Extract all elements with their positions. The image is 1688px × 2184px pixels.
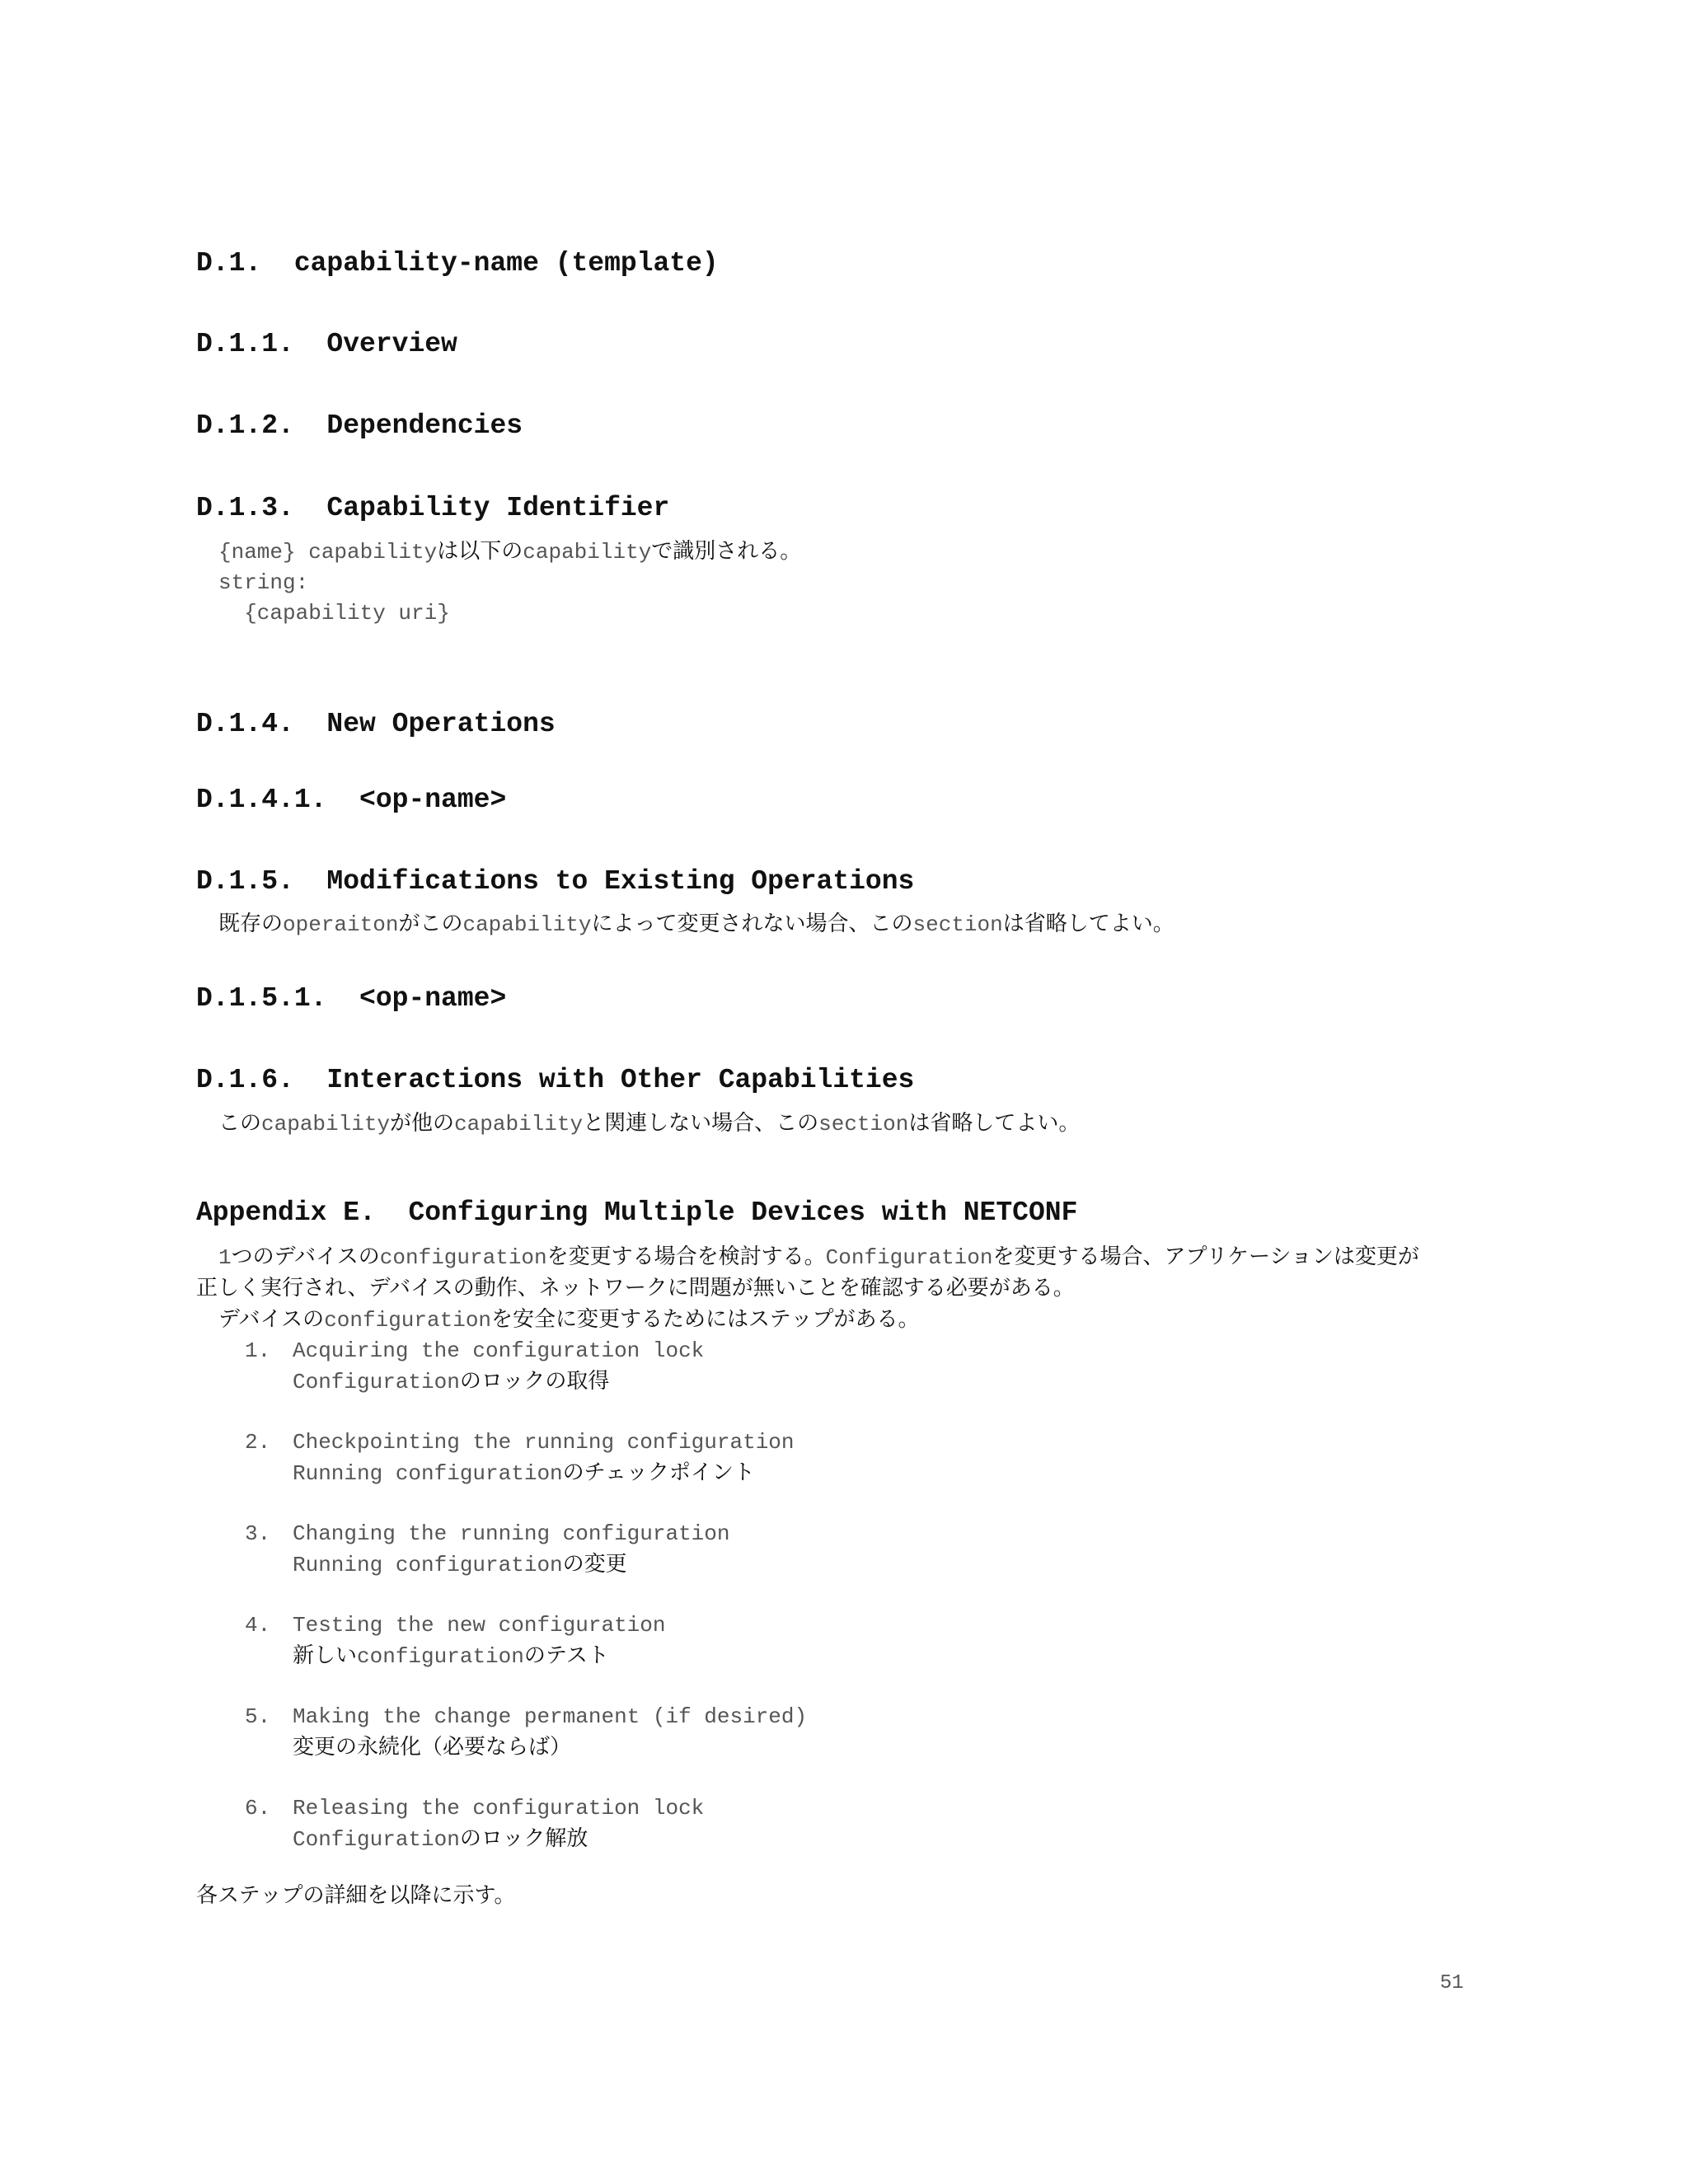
document-page: D.1. capability-name (template) D.1.1. Overview D.1.2. Dependencies D.1.3. Capability Identifier {name} capabilityは以下のcapabilityで識別される。 string: {capability uri} D.1.4. New Operations D.1.4.1. <op-name> D.1.5. Modifications to Existing Operations 既存のoperaitonがこのcapabilityによって変更されない場合、このsectionは省略してよい。 D.1.5.1. <op-name> D.1.6. Interactions with Other Capabilities このcapabilityが他のcapabilityと関連しない場合、このsectionは省略してよい。 Appendix E. Configuring Multiple Devices with NETCONF 1つのデバイスのconfigurationを変更する場合を検討する。Configurationを変更する場合、アプリケーションは変更が 正しく実行され、デバイスの動作、ネットワークに問題が無いことを確認する必要がある。 デバイスのconfigurationを安全に変更するためにはステップがある。 1. Acquiring the configuration lock Configurationのロックの取得 2. Checkpointing the running configuration Running configurationのチェックポイント 3. Changing the running configuration Running configurationの変更 4. Testing the new configuration 新しいconfigurationのテスト 5. Making the change permanent (if desired) 変更の永続化（必要ならば） 6. Releasing the configuration lock Configurationのロック解放 各ステップの詳細を以降に示す。 51: [0, 0, 1688, 2184]
heading-d1-4-1: D.1.4.1. <op-name>: [196, 785, 507, 815]
heading-d1-3: D.1.3. Capability Identifier: [196, 493, 670, 523]
heading-d1-5: D.1.5. Modifications to Existing Operations: [196, 866, 915, 897]
heading-d1-4: D.1.4. New Operations: [196, 709, 556, 739]
appendix-e-para1-line2: 正しく実行され、デバイスの動作、ネットワークに問題が無いことを確認する必要がある。: [196, 1276, 1075, 1301]
d1-3-line1: {name} capabilityは以下のcapabilityで識別される。: [218, 539, 802, 565]
d1-3-line3: {capability uri}: [218, 601, 450, 626]
heading-d1: D.1. capability-name (template): [196, 248, 719, 279]
heading-d1-6: D.1.6. Interactions with Other Capabilities: [196, 1065, 915, 1095]
heading-d1-2: D.1.2. Dependencies: [196, 410, 523, 441]
heading-appendix-e: Appendix E. Configuring Multiple Devices with NETCONF: [196, 1197, 1078, 1228]
page-number: 51: [1440, 1972, 1464, 1994]
d1-3-line2: string:: [218, 570, 309, 595]
heading-d1-5-1: D.1.5.1. <op-name>: [196, 983, 507, 1014]
closing-text: 各ステップの詳細を以降に示す。: [196, 1883, 516, 1908]
heading-d1-1: D.1.1. Overview: [196, 329, 457, 359]
appendix-e-para2: デバイスのconfigurationを安全に変更するためにはステップがある。: [218, 1307, 920, 1333]
d1-5-body: 既存のoperaitonがこのcapabilityによって変更されない場合、このsectionは省略してよい。: [218, 912, 1175, 937]
appendix-e-para1-line1: 1つのデバイスのconfigurationを変更する場合を検討する。Configurationを変更する場合、アプリケーションは変更が: [218, 1244, 1419, 1270]
d1-6-body: このcapabilityが他のcapabilityと関連しない場合、このsectionは省略してよい。: [218, 1111, 1081, 1137]
